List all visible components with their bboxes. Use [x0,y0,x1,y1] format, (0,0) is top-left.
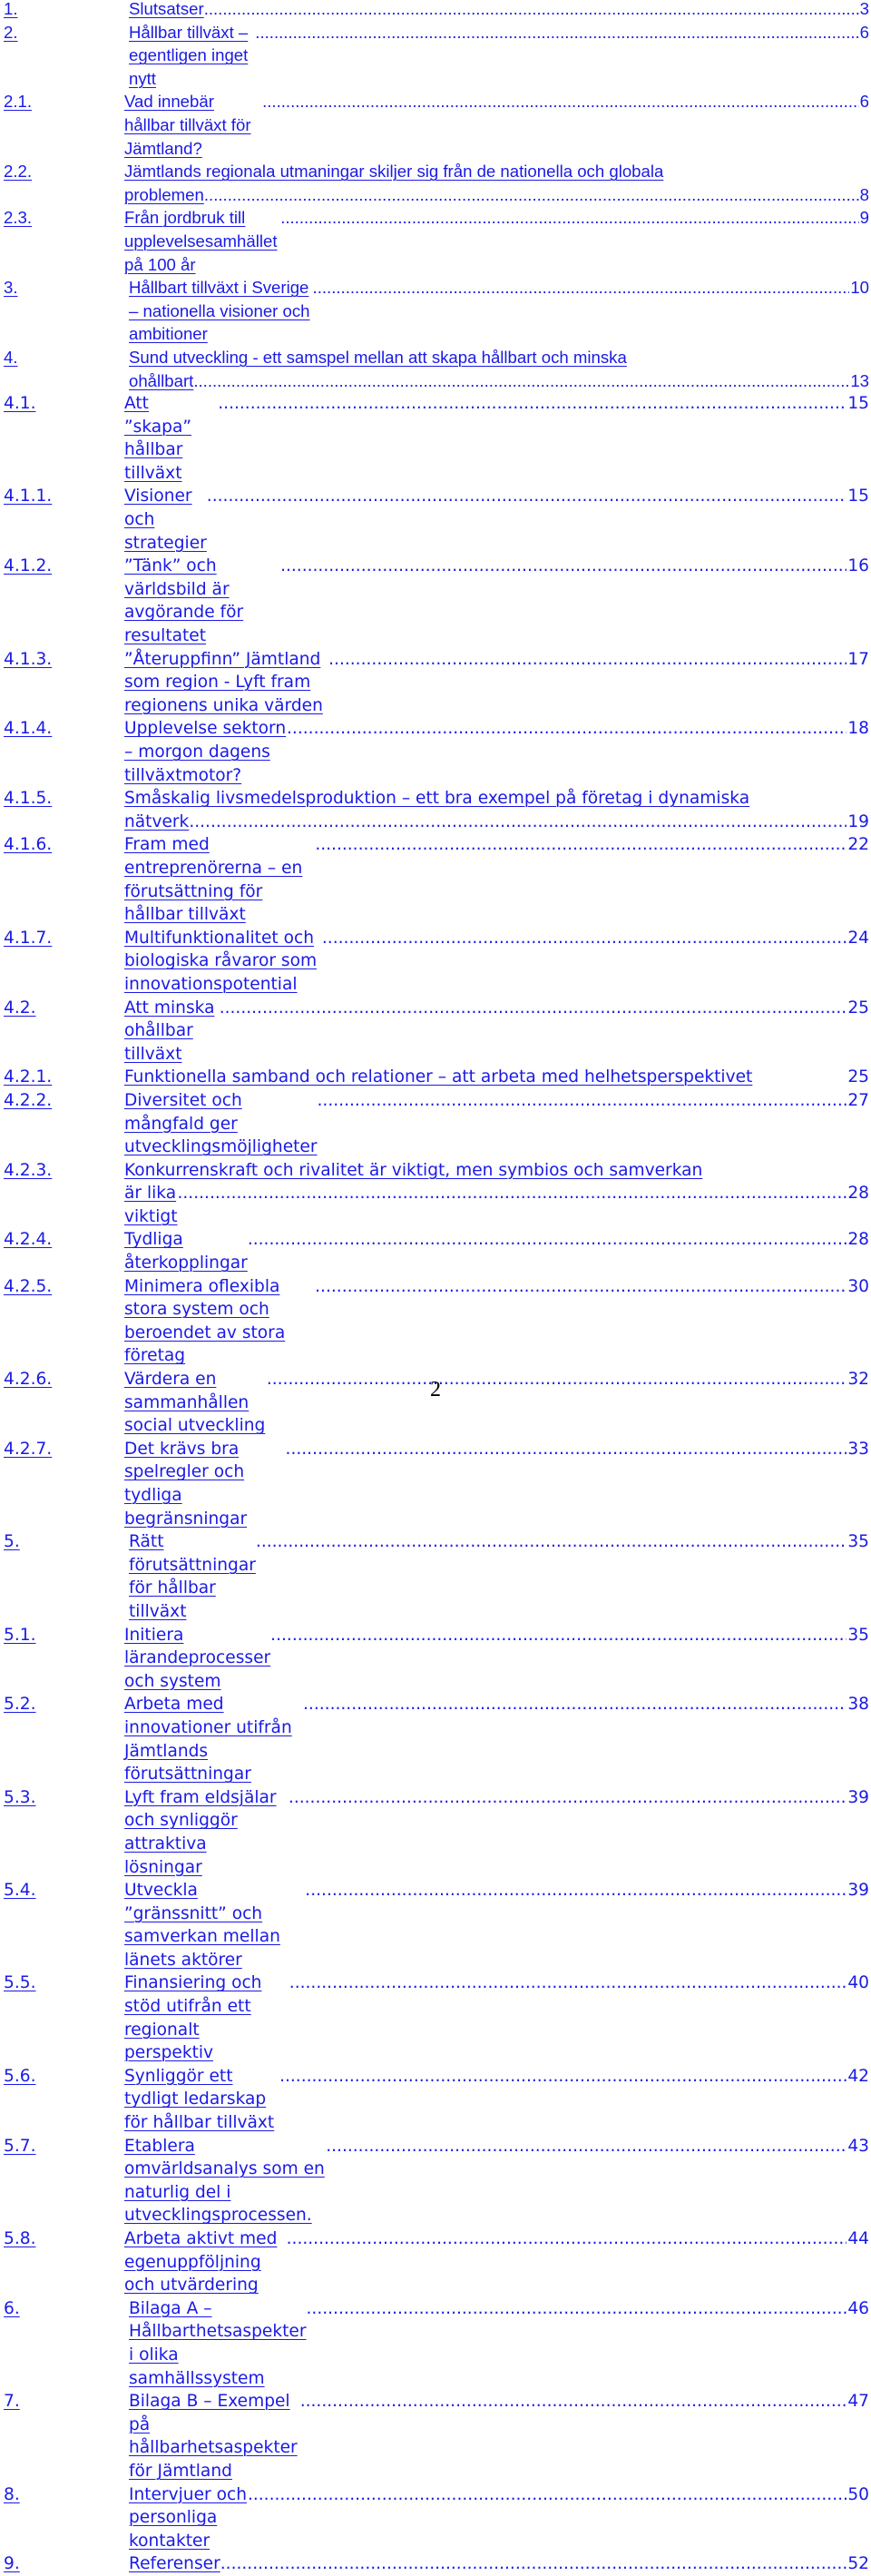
toc-entry-page: 35 [847,1532,869,1552]
toc-entry-number[interactable]: 2.3. [4,208,33,228]
toc-entry-page: 15 [847,487,869,506]
toc-entry-page: 30 [847,1276,869,1296]
toc-dot-leader [318,1089,847,1113]
toc-entry[interactable] [4,555,871,647]
toc-entry-number[interactable]: 4.1.2. [4,556,53,576]
toc-entry-title[interactable]: Värdera en sammanhållen social utveckling [124,1370,266,1436]
toc-entry-number[interactable]: 4.2.5. [4,1276,53,1296]
toc-entry-page: 16 [847,556,869,576]
toc-entry-page: 10 [850,278,869,298]
toc-dot-leader [287,717,847,741]
toc-dot-leader [220,997,847,1020]
toc-entry[interactable] [4,1624,871,1694]
toc-entry-title[interactable]: Fram med entreprenörerna – en förutsättning för hållbar tillväxt [124,835,303,925]
toc-dot-leader [289,1971,847,1995]
toc-entry-page: 25 [847,998,869,1018]
toc-entry[interactable] [4,1530,871,1623]
table-of-contents [4,0,871,2576]
toc-entry-number[interactable]: 4.1.3. [4,649,53,669]
toc-entry-page: 6 [859,92,869,112]
toc-entry-page: 46 [847,2298,869,2318]
toc-entry-page: 17 [847,649,869,669]
toc-dot-leader [289,1786,847,1810]
toc-entry-number[interactable]: 6. [4,2298,20,2318]
toc-entry-title[interactable]: Visioner och strategier [124,487,207,553]
toc-dot-leader [328,648,847,672]
toc-entry-title[interactable]: Upplevelse sektorn – morgon dagens tillväxtmotor? [124,719,287,785]
toc-entry[interactable] [4,1438,871,1530]
toc-entry-number[interactable]: 4.1.4. [4,719,53,739]
toc-dot-leader [326,2135,847,2158]
toc-dot-leader [189,811,847,834]
toc-entry[interactable] [4,833,871,926]
toc-entry[interactable] [4,2227,871,2297]
toc-entry-title[interactable]: Multifunktionalitet och biologiska råvaror som innovationspotential [124,928,318,994]
toc-dot-leader [177,1182,847,1205]
toc-entry-page: 40 [847,1973,869,1993]
toc-entry-title[interactable]: Hållbar tillväxt – egentligen inget nytt [129,22,249,88]
toc-entry-title[interactable]: Etablera omvärldsanalys som en naturlig del i utvecklingsprocessen. [124,2136,325,2226]
toc-entry-title[interactable]: Lyft fram eldsjälar och synliggör attraktiva lösningar [124,1787,277,1877]
toc-entry-title[interactable]: Diversitet och mångfald ger utvecklingsmöjligheter [124,1090,318,1157]
toc-entry-title[interactable]: Arbeta med innovationer utifrån Jämtlands förutsättningar [124,1695,292,1785]
toc-entry-page: 44 [847,2229,869,2248]
toc-entry-title[interactable]: Småskalig livsmedelsproduktion – ett bra exempel på företag i dynamiska [124,789,750,809]
toc-entry[interactable] [4,160,871,206]
toc-entry-title[interactable]: Tydliga återkopplingar [124,1230,248,1273]
toc-entry-number[interactable]: 5. [4,1532,20,1552]
toc-dot-leader [315,1275,847,1299]
toc-entry-number[interactable]: 5.8. [4,2229,36,2248]
toc-entry[interactable] [4,485,871,555]
toc-entry-number[interactable]: 4.1.1. [4,487,53,506]
toc-entry-page: 19 [847,811,869,831]
toc-entry[interactable] [4,1693,871,1785]
toc-entry-title[interactable]: Jämtlands regionala utmaningar skiljer sig från de nationella och globala [124,162,664,182]
toc-dot-leader [286,1438,847,1461]
toc-entry-title[interactable]: Bilaga A – Hållbarthetsaspekter i olika samhällssystem [129,2298,307,2388]
toc-dot-leader [313,276,850,300]
toc-entry-title[interactable]: ”Återuppfinn” Jämtland som region - Lyft fram regionens unika värden [124,649,323,715]
toc-entry-page: 28 [847,1184,869,1204]
toc-dot-leader [315,833,847,857]
toc-dot-leader [207,485,847,508]
toc-entry-page: 39 [847,1881,869,1901]
toc-entry-title[interactable]: nätverk [124,811,190,831]
toc-entry-page: 15 [847,394,869,414]
toc-entry[interactable] [4,206,871,276]
toc-entry[interactable] [4,1275,871,1368]
toc-entry-title[interactable]: Konkurrenskraft och rivalitet är viktigt, men symbios och samverkan [124,1160,703,1180]
toc-entry-page: 47 [847,2392,869,2412]
toc-entry-page: 8 [859,184,869,204]
toc-entry-page: 28 [847,1230,869,1250]
toc-dot-leader [255,21,858,44]
toc-entry-number[interactable]: 4.2.1. [4,1067,53,1087]
toc-entry-number[interactable]: 5.2. [4,1695,36,1715]
toc-entry-number[interactable]: 4.2. [4,998,36,1018]
toc-entry[interactable] [4,1089,871,1159]
toc-entry-number[interactable]: 4.1.7. [4,928,53,948]
toc-entry-title[interactable]: problemen [124,184,204,204]
toc-entry-number[interactable]: 4.1.5. [4,789,53,809]
toc-entry-number[interactable]: 5.7. [4,2136,36,2156]
toc-entry-page: 6 [859,22,869,42]
toc-dot-leader [218,392,847,416]
toc-entry-number[interactable]: 5.6. [4,2066,36,2086]
toc-entry[interactable] [4,1066,871,1089]
toc-entry-title[interactable]: Arbeta aktivt med egenuppföljning och utvärdering [124,2229,278,2296]
toc-dot-leader [248,2483,847,2507]
toc-dot-leader [220,2552,847,2576]
toc-entry[interactable] [4,997,871,1067]
toc-entry-title[interactable]: Rätt förutsättningar för hållbar tillväxt [129,1532,256,1621]
toc-entry-page: 9 [859,208,869,228]
toc-entry[interactable] [4,717,871,787]
toc-dot-leader [256,1530,847,1554]
toc-entry-page: 33 [847,1439,869,1459]
toc-entry[interactable] [4,1971,871,2064]
toc-entry-title[interactable]: Att minska ohållbar tillväxt [124,998,215,1064]
toc-entry[interactable] [4,0,871,21]
toc-dot-leader [322,927,847,950]
toc-entry-title[interactable]: Synliggör ett tydligt ledarskap för hållbar tillväxt [124,2066,275,2133]
toc-entry-title[interactable]: Utveckla ”gränssnitt” och samverkan mellan länets aktörer [124,1881,280,1970]
toc-entry-title[interactable]: Hållbart tillväxt i Sverige – nationella visioner och ambitioner [129,278,310,344]
toc-entry[interactable] [4,276,871,346]
toc-entry-title[interactable]: Intervjuer och personliga kontakter [129,2484,247,2551]
toc-entry-number[interactable]: 1. [4,0,18,18]
toc-entry-title[interactable]: ohållbart [129,370,194,390]
toc-entry[interactable] [4,90,871,160]
toc-entry[interactable] [4,2065,871,2135]
toc-entry[interactable] [4,1159,871,1229]
toc-entry-title[interactable]: ”Tänk” och världsbild är avgörande för resultatet [124,556,244,646]
toc-entry-page: 38 [847,1695,869,1715]
toc-entry-number[interactable]: 4.2.6. [4,1370,53,1390]
toc-entry-page: 18 [847,719,869,739]
toc-entry[interactable] [4,2390,871,2483]
toc-entry[interactable] [4,392,871,485]
toc-entry-title[interactable]: Minimera oflexibla stora system och beroendet av stora företag [124,1276,286,1366]
toc-dot-leader [307,2297,847,2321]
toc-entry[interactable] [4,1228,871,1274]
toc-dot-leader [305,1879,847,1903]
toc-entry-title[interactable]: Finansiering och stöd utifrån ett regionalt perspektiv [124,1973,262,2063]
toc-dot-leader [262,90,859,113]
toc-dot-leader [280,555,847,578]
toc-entry-page: 32 [847,1370,869,1390]
toc-entry-title[interactable]: Det krävs bra spelregler och tydliga begränsningar [124,1439,248,1529]
toc-entry-page: 22 [847,835,869,855]
toc-entry-title[interactable]: Att ”skapa” hållbar tillväxt [124,394,191,483]
toc-entry-number[interactable]: 5.1. [4,1625,36,1645]
toc-entry-title[interactable]: Funktionella samband och relationer – att arbeta med helhetsperspektivet [124,1067,753,1087]
toc-entry-number[interactable]: 5.5. [4,1973,36,1993]
toc-entry-title[interactable]: Vad innebär hållbar tillväxt för Jämtland? [124,92,251,158]
toc-entry-number[interactable]: 5.4. [4,1881,36,1901]
toc-entry-page: 52 [847,2554,869,2574]
toc-dot-leader [300,2390,847,2414]
toc-dot-leader [270,1624,847,1647]
toc-entry-number[interactable]: 4. [4,347,18,367]
toc-dot-leader [193,369,849,393]
toc-dot-leader [279,2065,847,2089]
toc-entry[interactable] [4,2483,871,2553]
toc-entry-number[interactable]: 4.1.6. [4,835,53,855]
toc-entry[interactable] [4,1786,871,1879]
toc-entry[interactable] [4,787,871,833]
toc-entry-number[interactable]: 4.2.7. [4,1439,53,1459]
toc-entry-number[interactable]: 4.2.4. [4,1230,53,1250]
toc-entry-number[interactable]: 4.1. [4,394,36,414]
toc-entry[interactable] [4,2135,871,2227]
toc-entry-title[interactable]: Sund utveckling - ett samspel mellan att skapa hållbart och minska [129,347,627,367]
toc-entry-page: 13 [850,370,869,390]
toc-entry[interactable] [4,927,871,997]
toc-entry-title[interactable]: Från jordbruk till upplevelsesamhället på 100 år [124,208,278,274]
toc-entry-number[interactable]: 5.3. [4,1787,36,1807]
toc-dot-leader [248,1228,847,1252]
toc-entry-number[interactable]: 9. [4,2554,20,2574]
toc-dot-leader [204,183,859,207]
toc-entry[interactable] [4,2297,871,2390]
toc-entry-number[interactable]: 3. [4,278,18,298]
toc-entry[interactable] [4,346,871,392]
toc-dot-leader [204,0,859,21]
toc-entry-title[interactable]: är lika viktigt [124,1184,178,1226]
toc-entry-page: 27 [847,1090,869,1110]
toc-entry[interactable] [4,2552,871,2576]
toc-entry-page: 39 [847,1787,869,1807]
toc-entry[interactable] [4,1879,871,1971]
toc-entry-page: 25 [847,1067,869,1087]
toc-entry-number[interactable]: 4.2.2. [4,1090,53,1110]
toc-entry-number[interactable]: 4.2.3. [4,1160,53,1180]
toc-dot-leader [287,2227,847,2251]
page-number: 2 [430,1378,441,1401]
toc-entry-number[interactable]: 8. [4,2484,20,2504]
toc-entry-number[interactable]: 2.2. [4,162,33,182]
toc-entry-number[interactable]: 2.1. [4,92,33,112]
toc-entry-title[interactable]: Initiera lärandeprocesser och system [124,1625,271,1691]
toc-entry-page: 35 [847,1625,869,1645]
toc-entry-title[interactable]: Referenser [129,2554,220,2574]
toc-entry-page: 50 [847,2484,869,2504]
toc-entry-number[interactable]: 7. [4,2392,20,2412]
toc-entry-title[interactable]: Bilaga B – Exempel på hållbarhetsaspekter för Jämtland [129,2392,298,2481]
toc-entry-title[interactable]: Slutsatser [129,0,204,18]
toc-entry-number[interactable]: 2. [4,22,18,42]
toc-entry[interactable] [4,21,871,91]
toc-dot-leader [303,1693,847,1716]
toc-entry[interactable] [4,648,871,718]
toc-entry-page: 24 [847,928,869,948]
toc-entry-page: 42 [847,2066,869,2086]
toc-entry-page: 3 [859,0,869,18]
toc-entry-page: 43 [847,2136,869,2156]
toc-dot-leader [280,206,858,230]
